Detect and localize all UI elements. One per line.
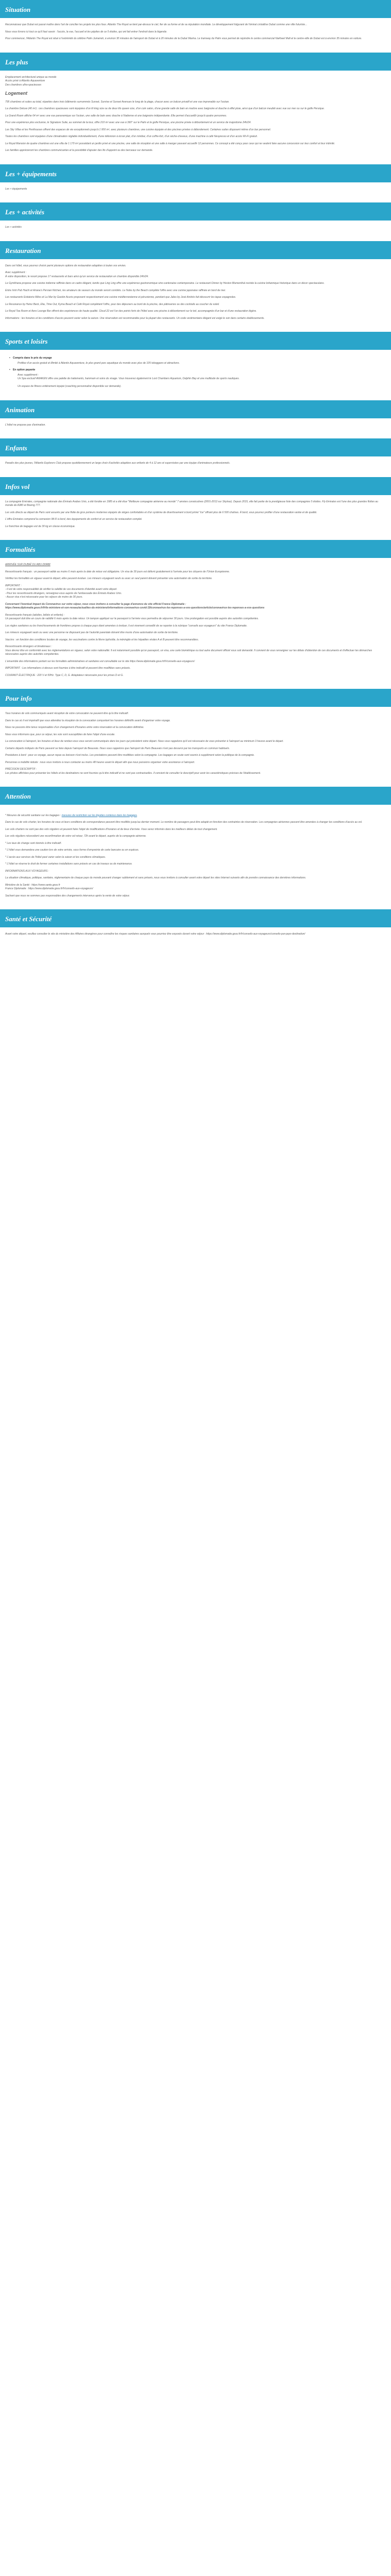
bullet-icon: • bbox=[9, 368, 10, 371]
section-body bbox=[0, 182, 391, 203]
list-item bbox=[9, 368, 386, 389]
section-attention bbox=[0, 787, 391, 909]
paragraph: Ressortissants étrangers et binationaux : Vous devrez être en conformité avec les réglementations en vigueur, selon votre nationalité. Il est notamment possible qu'un passeport, un visa, une carte biométrique ou tout autre document officiel vous soit demandé. Il convient de vous renseigner sur les délais d'obtention de ces documents et d'effectuer les démarches nécessaires auprès des autorités compétentes. bbox=[5, 645, 372, 656]
paragraph: Pour une expérience plus exclusive, le Signature Suite, au sommet de la tour, offre 210 m² avec une vue à 360° sur le Palm et le golfe Persique, une piscine privée à débordement et un service de majordome 24h/24. bbox=[5, 121, 251, 124]
section-body bbox=[0, 495, 391, 540]
section-enfants bbox=[0, 438, 391, 477]
subheading-logement: Logement bbox=[5, 91, 28, 96]
section-restauration bbox=[0, 241, 391, 332]
paragraph: Dans le cas de vols charter, les horaires de vous et leurs conditions de correspondance peuvent être modifiés jusqu'au dernier moment. Le nombre de passagers peut être adapté en fonction des contraintes de réservation. Les compagnies aériennes peuvent être amenées à changer les conditions d'accès au vol. bbox=[5, 821, 363, 824]
paragraph: Les vols charters ne sont pas des vols réguliers et peuvent faire l'objet de modifications d'horaires et de lieux d'arrivée. Vous serez informés dans les meilleurs délais de tout changement. bbox=[5, 827, 218, 831]
section-title: Enfants bbox=[0, 438, 391, 456]
section-body bbox=[0, 418, 391, 439]
paragraph: La Grand Room affiche 64 m² avec une vue panoramique sur l'océan, une salle de bain avec douche à l'italienne et une baignoire indépendante. Elle permet d'accueillir jusqu'à quatre personnes. bbox=[5, 114, 227, 117]
paragraph: Les vols réguliers nécessitent une reconfirmation de votre vol retour, 72h avant le départ, auprès de la compagnie aérienne. bbox=[5, 835, 146, 838]
paragraph: Emplacement architectural unique au monde Accès privé à Atlantis Aquaventure Des chambres ultra-spacieuses bbox=[5, 75, 57, 87]
section-title: Pour info bbox=[0, 689, 391, 707]
paragraph: Prestations à bord : pour ce voyage, aucun repas ou boisson n'est inclus. Les prestations peuvent être modifiées selon la compagnie. Les bagages en soute sont soumis à supplément selon la politique de la compagnie. bbox=[5, 754, 255, 757]
section-title: Restauration bbox=[0, 241, 391, 259]
paragraph: Avant votre départ, veuillez consulter le site du ministère des Affaires étrangères pour connaître les risques sanitaires auxquels vous pourriez être exposés durant votre séjour : https://www.diplomatie.gouv.fr/fr/conseils-aux-voyageurs/conseils-par-pays-destination/ bbox=[5, 933, 305, 936]
bullet-text: Profitez d'un accès gratuit et illimité à Atlantis Aquaventure, le plus grand parc aquatique du monde avec plus de 105 toboggans et attractions. bbox=[18, 361, 180, 365]
paragraph: Le Resonance by Heinz Beck, Elia, Time Out, Kyma Beach et Café Royal complètent l'offre, pour des déjeuners au bord de la piscine, des pâtisseries ou des cocktails au coucher du soleil. bbox=[5, 302, 220, 306]
paragraph: * L'hôtel vous demandera une caution lors de votre arrivée, sous forme d'empreinte de carte bancaire ou en espèces. bbox=[5, 849, 139, 852]
paragraph: Les + équipements bbox=[5, 187, 27, 191]
section-body bbox=[0, 456, 391, 477]
subline-arrivee: ARRIVÉE SUR DUBAÏ OU ABU DHABI bbox=[5, 563, 51, 566]
paragraph: Le franchise de bagages est de 30 kg en classe économique. bbox=[5, 524, 75, 528]
section-title: Sports et loisirs bbox=[0, 332, 391, 350]
bullet-text: Avec supplément : Un Spa exclusif AWAKEN offre une palette de traitements, hammam et soins du visage. Vous trouverez également le Lost Chambers Aquarium, Dolphin Bay et une multitude de sports nautiques. Un espace de fitness entièrement équipé (coaching personnalisé disponible sur demande). bbox=[18, 373, 240, 388]
paragraph: Toutes les chambres sont équipées d'une climatisation réglable individuellement, d'une télévision à écran plat, d'un minibar, d'un coffre-fort, d'un sèche-cheveux, d'une machine à café Nespresso et d'un accès Wi-Fi gratuit. bbox=[5, 135, 258, 138]
paragraph: La chambre Deluxe (40 m²) : ces chambres spacieuses sont équipées d'un lit king size ou de deux lits queen size, d'un coin salon, d'une grande salle de bain en marbre avec baignoire et douche à effet pluie, ainsi que d'un balcon meublé avec vue sur mer ou sur le golfe Persique. bbox=[5, 107, 325, 110]
paragraph: Les règles sanitaires ou les franchissements de frontières propres à chaque pays étant amenées à évoluer, il est vivement conseillé de se reporter à la rubrique "conseils aux voyageurs" du site France Diplomatie. bbox=[5, 624, 248, 628]
paragraph: Pour commencer, l'Atlantis The Royal est situé à l'extrémité du célèbre Palm Jumeirah, à environ 30 minutes de l'aéroport de Dubaï et à 20 minutes de la Dubaï Marina. Le tramway du Palm vous permet de rejoindre le centre commercial Nakheel Mall et le centre-ville de Dubaï est à environ 35 minutes en voiture. bbox=[5, 37, 362, 40]
section-title: Situation bbox=[0, 0, 391, 18]
paragraph: Avec supplément : À votre disposition, le resort propose 17 restaurants et bars ainsi qu'un service de restauration en chambre disponible 24h/24. bbox=[5, 271, 149, 278]
paragraph: Reconnaissez que Dubaï est passé maître dans l'art de concilier les projets les plus fous. Atlantis The Royal se tient par-dessus le ciel, fier de sa forme et de sa réputation mondiale. Le développement fulgurant de l'émirat cristallise Dubaï comme une ville futuriste... bbox=[5, 23, 307, 26]
list-item bbox=[9, 357, 386, 365]
paragraph: Informations : les horaires et les conditions d'accès peuvent varier selon la saison. Une réservation est recommandée pour la plupart des restaurants. Un code vestimentaire élégant est exigé le soir dans certains établissements. bbox=[5, 316, 265, 320]
paragraph: 795 chambres et suites au total, réparties dans trois bâtiments surnommés Sunset, Sunrise et Sunset Avenues le long de la plage, chacun avec un balcon privatif et une vue imprenable sur l'océan. bbox=[5, 100, 230, 104]
section-title: Les plus bbox=[0, 53, 391, 71]
paragraph: Les restaurants Estiatorio Milos et La Mar by Gastón Acurio proposent respectivement une cuisine méditerranéenne et péruvienne, pendant que Jaleo by José Andrés fait découvrir les tapas espagnoles. bbox=[5, 296, 236, 299]
paragraph: Entre Irish Pub Hachi et Ariana's Persian Kitchen, les amateurs de saveurs du monde seront comblés. Le Nobu by the Beach complète l'offre avec une cuisine japonaise raffinée en bord de mer. bbox=[5, 289, 226, 292]
section-sports-loisirs bbox=[0, 332, 391, 400]
section-body bbox=[0, 221, 391, 241]
section-infos-vol bbox=[0, 477, 391, 540]
paragraph: Le Royal Mansion de quatre chambres est une villa de 1 170 m² possédant un jardin privé et une piscine, une salle de réception et une salle à manger pouvant accueillir 12 personnes. Ce concept a été conçu pour ceux qui ne veulent faire aucune concession sur leur confort et leur intimité. bbox=[5, 142, 335, 145]
section-pour-info bbox=[0, 689, 391, 787]
paragraph: Ministère de la Santé : https://www.sante.gouv.fr France Diplomatie : https://www.diplomatie.gouv.fr/fr/conseils-aux-voyageurs/ bbox=[5, 883, 93, 890]
bullet-title: • En option payante bbox=[9, 368, 36, 371]
paragraph: La convocation à l'aéroport, les horaires et lieux de rendez-vous vous seront communiqués dans les jours qui précèdent votre départ. Nous vous rappelons qu'il est nécessaire de vous présenter à l'aéroport au minimum 3 heures avant le départ. bbox=[5, 740, 284, 743]
paragraph: Le Gymkhana propose une cuisine indienne raffinée dans un cadre élégant, tandis que Ling Ling offre une expérience gastronomique sino-cantonaise contemporaine. Le restaurant Dinner by Heston Blumenthal revisite la cuisine britannique historique dans un décor spectaculaire. bbox=[5, 282, 324, 285]
liquids-restriction-link[interactable]: mesures de restriction sur les liquides contenus dans les bagages bbox=[61, 814, 137, 817]
paragraph: IMPORTANT : Les informations ci-dessus sont fournies à titre indicatif et peuvent être modifiées sans préavis. bbox=[5, 667, 131, 670]
section-body bbox=[0, 927, 391, 948]
paragraph: Vaccins : en fonction des conditions locales de voyage, les vaccinations contre la fièvre typhoïde, la méningite et les hépatites virales A et B peuvent être recommandées. bbox=[5, 638, 199, 641]
section-title: Attention bbox=[0, 787, 391, 805]
paragraph: L'offre Emirates comprend la connexion Wi-Fi à bord, des équipements de confort et un service de restauration complet. bbox=[5, 518, 142, 521]
paragraph: L'ensemble des informations portant sur les formalités administratives et sanitaires est consultable sur le site https://www.diplomatie.gouv.fr/fr/conseils-aux-voyageurs/ bbox=[5, 659, 195, 663]
paragraph: Certains départs indiqués de Paris peuvent se faire depuis l'aéroport de Beauvais. Nous vous rappelons que l'aéroport de Paris Beauvais n'est pas desservi par les transports en commun habituels. bbox=[5, 747, 230, 750]
paragraph: PRÉCISION DESCRIPTIF : Les photos affichées pour présenter les hôtels et les destinations ne sont fournies qu'à titre indicatif et ne sont pas contractuelles. Il convient de consulter le descriptif pour avoir les caractéristiques précises de l'établissement. bbox=[5, 768, 261, 775]
paragraph: * L'accès aux services de l'hôtel peut varier selon la saison et les conditions climatiques. bbox=[5, 855, 106, 859]
section-title: Santé et Sécurité bbox=[0, 909, 391, 927]
paragraph: COURANT ÉLECTRIQUE : 220 V et 50Hz. Type C, D, G. Adaptateur nécessaire pour les prises D et G. bbox=[5, 673, 124, 677]
section-title: Animation bbox=[0, 400, 391, 418]
section-body bbox=[0, 558, 391, 689]
paragraph: Ressortissants français (adultes, bébés et enfants) : Un passeport doit être en cours de validité 6 mois après la date retour. Un tampon appliqué sur le passeport à l'arrivée vous permettra de séjourner 30 jours. Une prolongation est possible auprès des autorités compétentes. bbox=[5, 613, 259, 620]
paragraph: La compagnie Emirates, compagnie nationale des Émirats Arabes Unis, a été fondée en 1985 et a été élue "Meilleure compagnie aérienne au monde" 7 années consécutives (2001-2013 sur Skytrax). Depuis 2015, elle fait partie de la prestigieuse liste des compagnies 5 étoiles. Fly Emirates est l'une des plus grandes flottes au monde de A380 et Boeing 777. bbox=[5, 500, 379, 507]
paragraph: IMPORTANT : - Il est de votre responsabilité de vérifier la validité de vos documents d'identité avant votre départ. - Pour les ressortissants étrangers, renseignez-vous auprès de l'ambassade des Émirats Arabes Unis. - Aucun visa n'est nécessaire pour les séjours de moins de 30 jours. bbox=[5, 584, 122, 599]
section-activites bbox=[0, 202, 391, 241]
paragraph: Dans cet hôtel, vous pourrez choisir parmi plusieurs options de restauration adaptées à toutes vos envies. bbox=[5, 264, 126, 267]
section-body bbox=[0, 805, 391, 909]
paragraph: Nous ne pouvons être tenus responsables d'un changement d'horaires entre votre réservation et la convocation définitive. bbox=[5, 726, 144, 729]
section-sante-securite bbox=[0, 909, 391, 948]
paragraph: Les mineurs voyageant seuls ou avec une personne ne disposant pas de l'autorité parentale doivent être munis d'une autorisation de sortie de territoire. bbox=[5, 631, 178, 634]
paragraph: Les + activités bbox=[5, 226, 22, 229]
section-body bbox=[0, 18, 391, 53]
paragraph: Les Sky Villas et les Penthouses offrent des espaces de vie exceptionnels jusqu'à 1 000 m², avec plusieurs chambres, une cuisine équipée et des piscines privées à débordement. Certaines suites disposent même d'un bar personnel. bbox=[5, 128, 271, 131]
section-title: Les + activités bbox=[0, 202, 391, 221]
section-body bbox=[0, 350, 391, 400]
paragraph: Tous horaires de vols communiqués avant réception de votre convocation ne peuvent être qu'à titre indicatif. bbox=[5, 712, 129, 715]
section-title: Infos vol bbox=[0, 477, 391, 495]
paragraph: La situation climatique, politique, sanitaire, réglementaire de chaque pays du monde pouvant changer subitement et sans préavis, nous vous invitons à consulter avant votre départ les sites Internet suivants afin de prendre connaissance des dernières informations. bbox=[5, 876, 306, 879]
paragraph: Dans le cas où il est impératif que vous attendiez la réception de la convocation comportant les horaires définitifs avant d'organiser votre voyage. bbox=[5, 719, 171, 722]
paragraph: Nous vous livrons ici tout ce qu'il faut savoir : l'accès, la vue, l'accueil et les pépites de ce 5 étoiles, qui ont fait entrer l'endroit dans la légende. bbox=[5, 30, 167, 33]
section-body bbox=[0, 259, 391, 332]
section-situation bbox=[0, 0, 391, 53]
section-title: Formalités bbox=[0, 540, 391, 558]
paragraph: * Les taux de change sont donnés à titre indicatif. bbox=[5, 841, 62, 845]
paragraph: Paradis des plus jeunes, l'Atlantis Explorers Club propose quotidiennement un large choix d'activités adaptées aux enfants de 4 à 12 ans et supervisées par une équipe d'animateurs professionnels. bbox=[5, 462, 231, 465]
paragraph: * Mesures de sécurité sanitaire sur les bagages : mesures de restriction sur les liquides contenus dans les bagages. bbox=[5, 814, 138, 817]
paragraph: INFORMATIONS AUX VOYAGEURS : bbox=[5, 869, 50, 873]
bullet-title: • Compris dans le prix du voyage bbox=[9, 357, 52, 360]
section-formalites bbox=[0, 540, 391, 689]
section-animation bbox=[0, 400, 391, 439]
paragraph: Sachant que nous ne sommes pas responsables des changements intervenus après la vente de votre séjour. bbox=[5, 894, 130, 897]
paragraph: Concernant l'éventuel impact du Coronavirus sur votre séjour, nous vous invitons à consulter la page d'annonce du site officiel France Diplomatie : https://www.diplomatie.gouv.fr/fr/le-ministere-et-son-reseau/actualites-du-ministere/informations-coronavirus-covid-19/coronavirus-les-reponses-a-vos-questions/article/coronavirus-les-reponses-a-vos-questions bbox=[5, 602, 265, 609]
bullet-icon: • bbox=[9, 357, 10, 360]
section-equipements bbox=[0, 164, 391, 203]
paragraph: Personnes à mobilité réduite : nous vous invitons à nous contacter au moins 48 heures avant le départ afin que nous puissions organiser votre assistance à l'aéroport. bbox=[5, 760, 195, 764]
paragraph: Nous vous informons que, pour ce séjour, les voix sont susceptibles de faire l'objet d'une escale. bbox=[5, 733, 116, 736]
section-body bbox=[0, 707, 391, 787]
paragraph: Les vols directs au départ de Paris sont assurés par une flotte de gros porteurs modernes équipés de sièges confortables et d'un système de divertissement à bord primé "ice" offrant plus de 6 500 chaînes. À bord, vous pourrez profiter d'une restauration variée et de qualité. bbox=[5, 511, 317, 514]
paragraph: * L'hôtel se réserve le droit de fermer certaines installations sans préavis en cas de travaux ou de maintenance. bbox=[5, 862, 133, 866]
section-body bbox=[0, 71, 391, 164]
paragraph: Vérifiez les formalités en vigueur avant le départ, elles peuvent évoluer. Les mineurs voyageant seuls ou avec un seul parent doivent présenter une autorisation de sortie du territoire. bbox=[5, 577, 213, 580]
paragraph: Les familles apprécieront les chambres communicantes et la possibilité d'ajouter des lits d'appoint ou des berceaux sur demande. bbox=[5, 149, 153, 152]
paragraph: Le Royal Tea Room et Aero Lounge Bar offrent des expériences de haute qualité. Cloud 22 est l'un des points forts de l'hôtel avec une piscine à débordement sur le toit, accompagnée d'un bar et d'une restauration légère. bbox=[5, 310, 257, 313]
paragraph: Ressortissants français : un passeport valide au moins 6 mois après la date de retour est obligatoire. Un visa de 30 jours est délivré gratuitement à l'arrivée pour les citoyens de l'Union Européenne. bbox=[5, 570, 230, 573]
section-title: Les + équipements bbox=[0, 164, 391, 182]
paragraph: L'hôtel ne propose pas d'animation. bbox=[5, 423, 46, 427]
section-les-plus bbox=[0, 53, 391, 164]
